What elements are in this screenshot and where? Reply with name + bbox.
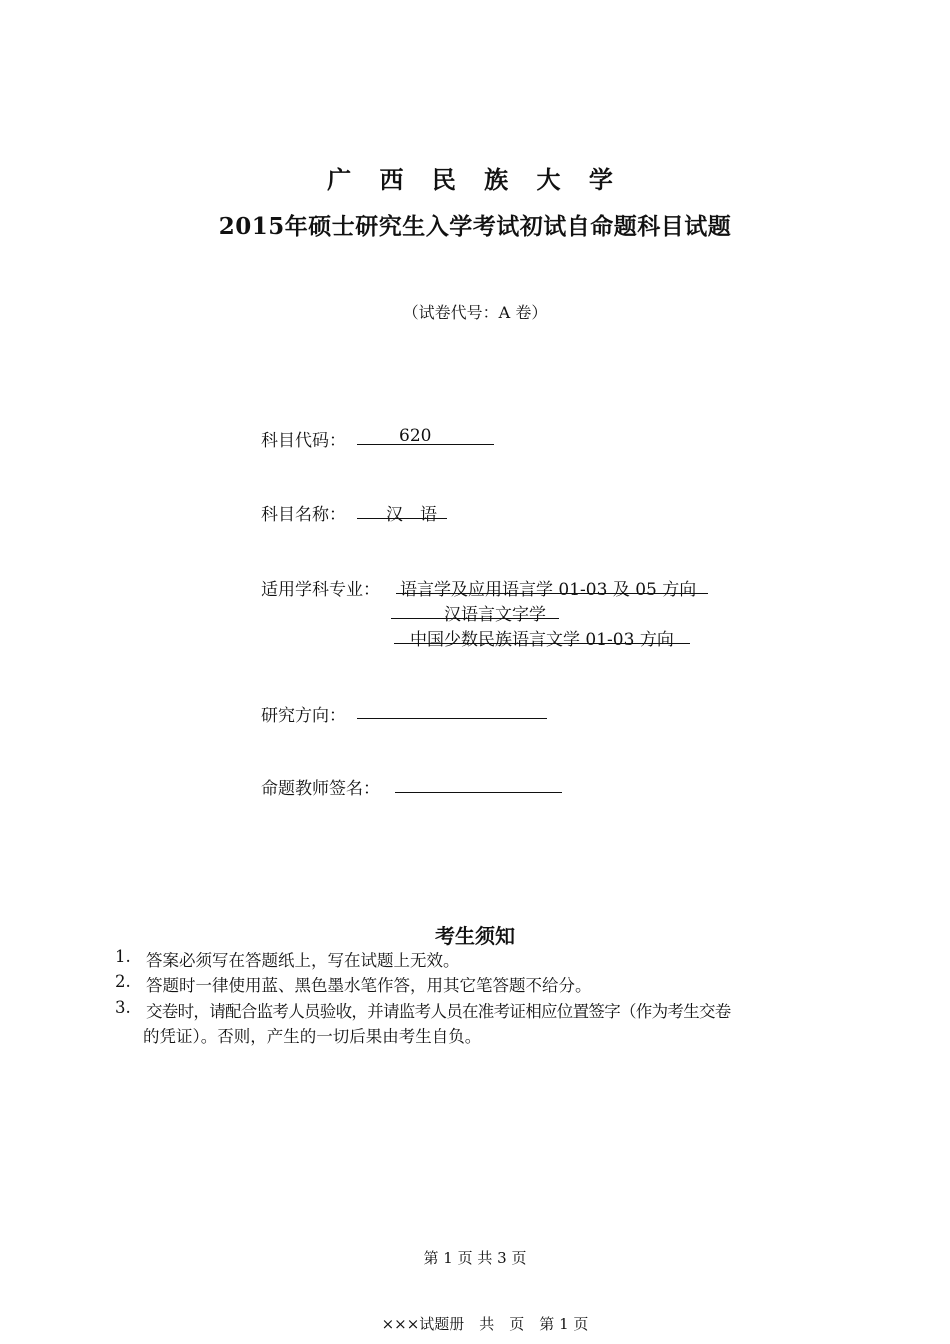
exam-title: 2015年硕士研究生入学考试初试自命题科目试题: [218, 213, 732, 240]
major-1: 语言学及应用语言学 01-03 及 05 方向: [400, 580, 697, 600]
notice-item-2-number: 2.: [115, 972, 131, 991]
paper-code: （试卷代号：A 卷）: [402, 303, 548, 322]
research-direction-label: 研究方向：: [261, 706, 346, 726]
university-name: 广 西 民 族 大 学: [327, 165, 623, 194]
subject-name-value: 汉 语: [386, 505, 437, 525]
notice-item-3-continuation: 的凭证）。否则，产生的一切后果由考生自负。: [143, 1027, 482, 1046]
notice-item-2-text: 答题时一律使用蓝、黑色墨水笔作答，用其它笔答题不给分。: [146, 976, 592, 995]
booklet-footer: ×××试题册 共 页 第 1 页: [381, 1315, 589, 1333]
notice-item-1-number: 1.: [115, 947, 131, 966]
notice-item-3-text: 交卷时，请配合监考人员验收，并请监考人员在准考证相应位置签字（作为考生交卷: [146, 1002, 731, 1021]
major-3: 中国少数民族语言文学 01-03 方向: [410, 630, 674, 650]
teacher-signature-blank: [395, 792, 562, 793]
notice-item-1-text: 答案必须写在答题纸上，写在试题上无效。: [146, 951, 460, 970]
page-number: 第 1 页 共 3 页: [423, 1249, 527, 1267]
subject-code-value: 620: [399, 426, 432, 446]
research-direction-blank: [357, 718, 547, 719]
teacher-signature-label: 命题教师签名：: [261, 779, 380, 799]
subject-code-label: 科目代码：: [261, 431, 346, 451]
major-2: 汉语言文字学: [444, 605, 546, 625]
subject-name-label: 科目名称：: [261, 505, 346, 525]
notice-title: 考生须知: [435, 924, 515, 948]
majors-label: 适用学科专业：: [261, 580, 380, 600]
notice-item-3-number: 3.: [115, 998, 131, 1017]
